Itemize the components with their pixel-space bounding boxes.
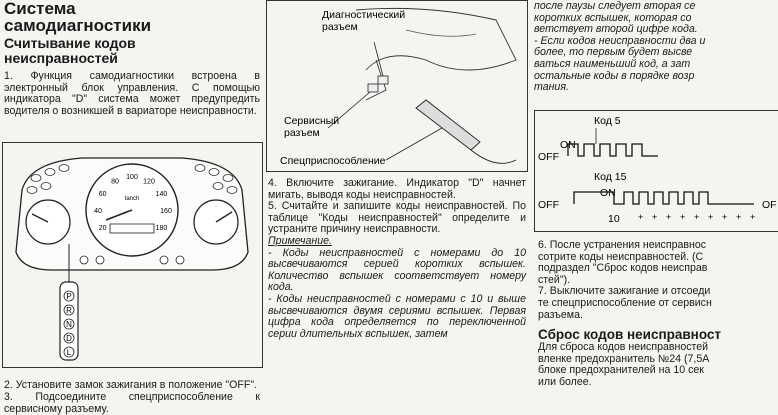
paragraph-4: 4. Включите зажигание. Индикатор "D" начнет мигать, выводя коды неисправностей.: [268, 178, 526, 201]
paragraph-2: 2. Установите замок зажигания в положение "OFF".: [4, 380, 260, 392]
text-line: остальные коды в порядке возр: [534, 71, 778, 83]
text-line: стей").: [538, 275, 778, 287]
text-line: блоке предохранителей на 10 сек: [538, 365, 778, 377]
text-line: ваться наименьший код, а зат: [534, 59, 778, 71]
text-line: 7. Выключите зажигание и отсоеди: [538, 286, 778, 298]
plus-mark: +: [694, 212, 699, 222]
text-line: более, то первым будет высве: [534, 47, 778, 59]
text-line: - Если кодов неисправности два и: [534, 36, 778, 48]
paragraph-3: 3. Подсоедините спецприспособление к сервисному разъему.: [4, 392, 260, 415]
text-line: ветствует второй цифре кода.: [534, 24, 778, 36]
on-label-2: ON: [600, 187, 616, 199]
paragraph-5: 5. Считайте и запишите коды неисправностей. По таблице "Коды неисправностей" определите и устраните причину неисправности.: [268, 201, 526, 236]
flash-code-diagram: [534, 110, 778, 232]
text-line: 6. После устранения неисправнос: [538, 240, 778, 252]
plus-marks: [638, 212, 755, 222]
gear-letter: L: [67, 348, 72, 357]
speed-tick-label: 120: [143, 179, 155, 186]
gauge-brand: tanch: [125, 196, 140, 202]
speed-tick-label: 140: [156, 191, 168, 198]
text-line: вленке предохранитель №24 (7,5А: [538, 354, 778, 366]
diag-connector-label-1: Диагностический: [322, 9, 405, 21]
subsection-title-line2: неисправностей: [4, 51, 260, 66]
note-1: - Коды неисправностей с номерами до 10 высвечиваются серией коротких вспышек. Количество вспышек соответствует номеру кода.: [268, 248, 526, 294]
gear-letter: P: [66, 292, 71, 301]
plus-mark: +: [736, 212, 741, 222]
speed-tick-label: 60: [99, 191, 107, 198]
middle-text: [268, 178, 526, 340]
text-line: подраздел "Сброс кодов неисправ: [538, 263, 778, 275]
service-connector-label-2: разъем: [284, 127, 320, 139]
reset-paragraph: [538, 342, 778, 388]
note-2: - Коды неисправностей с номерами с 10 и выше высвечиваются двумя сериями вспышек. Первая цифра кода определяется по переключенной серии длительных вспышек, затем: [268, 294, 526, 340]
plus-mark: +: [666, 212, 671, 222]
off-label-cut: OF: [762, 199, 777, 211]
service-connector-label-1: Сервисный: [284, 115, 339, 127]
plus-mark: +: [680, 212, 685, 222]
section-title-line2: самодиагностики: [4, 17, 260, 34]
gear-letter: D: [66, 334, 72, 343]
diag-connector-label-2: разъем: [322, 21, 358, 33]
paragraph-1: 1. Функция самодиагностики встроена в электронный блок управления. С помощью индикатора "D" система может предупредить водителя о возникшей в вариаторе неисправности.: [4, 71, 260, 117]
speed-tick-label: 180: [156, 225, 168, 232]
steps-text: [538, 240, 778, 389]
section-title-line1: Система: [4, 0, 260, 17]
continued-text: [534, 1, 778, 94]
instrument-cluster-figure: [2, 142, 264, 368]
column-right: [534, 0, 778, 413]
on-label-1: ON: [560, 139, 576, 151]
tool-label: Спецприспособление: [280, 155, 386, 167]
text-line: или более.: [538, 377, 778, 389]
text-line: сотрите коды неисправностей. (С: [538, 252, 778, 264]
off-label-2: OFF: [538, 199, 559, 211]
gear-letter: R: [66, 306, 72, 315]
plus-mark: +: [750, 212, 755, 222]
speed-tick-label: 160: [160, 208, 172, 215]
text-line: Для сброса кодов неисправностей: [538, 342, 778, 354]
speed-tick-label: 40: [94, 208, 102, 215]
gear-letter: N: [66, 320, 72, 329]
plus-mark: +: [652, 212, 657, 222]
ten-label: 10: [608, 213, 620, 225]
code-5-label: Код 5: [594, 115, 621, 127]
speed-tick-label: 100: [126, 174, 138, 181]
off-label-1: OFF: [538, 151, 559, 163]
service-connector: [368, 84, 378, 92]
plus-mark: +: [638, 212, 643, 222]
text-line: те спецприспособление от сервисн: [538, 298, 778, 310]
note-heading: Примечание.: [268, 236, 332, 248]
diagnostic-connector: [378, 76, 388, 84]
odometer: [110, 224, 154, 233]
reset-heading: Сброс кодов неисправност: [538, 327, 778, 342]
paragraph-6: [538, 240, 778, 286]
connector-figure: [266, 0, 528, 172]
plus-mark: +: [722, 212, 727, 222]
text-line: тания.: [534, 82, 778, 94]
text-line: коротких вспышек, которая со: [534, 13, 778, 25]
code-15-label: Код 15: [594, 171, 627, 183]
column-left: [4, 0, 260, 117]
speed-tick-label: 80: [111, 179, 119, 186]
waveform-code-5: [568, 144, 658, 156]
special-tool: [416, 100, 480, 150]
text-line: после паузы следует вторая се: [534, 1, 778, 13]
speed-tick-label: 20: [99, 225, 107, 232]
text-line: разъема.: [538, 310, 778, 322]
subsection-title-line1: Считывание кодов: [4, 36, 260, 51]
plus-mark: +: [708, 212, 713, 222]
paragraph-7: [538, 286, 778, 321]
